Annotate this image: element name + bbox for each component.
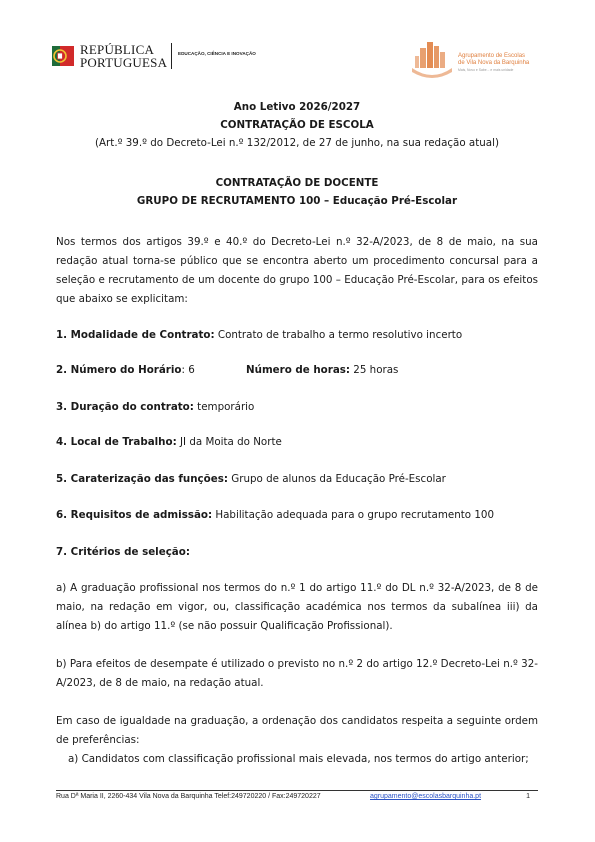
item-hours — [246, 361, 398, 380]
republica-label: REPÚBLICA — [80, 42, 155, 57]
criterion-b: b) Para efeitos de desempate é utilizado o previsto no n.º 2 do artigo 12.º Decreto-Lei n.º 32-A/2023, de 8 de maio, na redação atual. — [56, 658, 538, 689]
agrupamento-logo-icon — [408, 38, 456, 80]
item-requirements-label: 6. Requisitos de admissão: — [56, 509, 213, 521]
item-hours-label: Número de horas: — [246, 364, 351, 376]
tie-break-intro: Em caso de igualdade na graduação, a ordenação dos candidatos respeita a seguinte ordem de preferências: — [56, 715, 538, 746]
item-duration-label: 3. Duração do contrato: — [56, 401, 194, 413]
item-workplace-value: JI da Moita do Norte — [179, 436, 282, 448]
portuguesa-label: PORTUGUESA — [80, 55, 168, 70]
item-contract-type-label: 1. Modalidade de Contrato: — [56, 329, 215, 341]
footer-email-link[interactable]: agrupamento@escolasbarquinha.pt — [370, 793, 482, 800]
item-hours-value: 25 horas — [353, 364, 399, 376]
item-functions-label: 5. Caraterização das funções: — [56, 473, 228, 485]
agrupamento-line2: de Vila Nova da Barquinha — [458, 60, 530, 66]
item-functions-value: Grupo de alunos da Educação Pré-Escolar — [231, 473, 446, 485]
item-workplace — [56, 433, 538, 452]
page-number: 1 — [526, 793, 530, 800]
republica-portuguesa-emblem-icon — [52, 44, 74, 68]
footer-divider — [56, 790, 538, 791]
item-schedule — [56, 361, 538, 380]
item-requirements-value: Habilitação adequada para o grupo recrutamento 100 — [215, 509, 495, 521]
school-year-heading: Ano Letivo 2026/2027 — [233, 101, 361, 113]
contratacao-docente-heading: CONTRATAÇÃO DE DOCENTE — [215, 177, 379, 189]
intro-paragraph: Nos termos dos artigos 39.º e 40.º do Decreto-Lei n.º 32-A/2023, de 8 de maio, na sua redação atual torna-se público que se encontra aberto um procedimento concursal para a seleção e recrutamento de um docente do grupo 100 – Educação Pré-Escolar, para os efeitos que abaixo se explicitam: — [56, 236, 538, 305]
item-requirements — [56, 506, 538, 525]
item-workplace-label: 4. Local de Trabalho: — [56, 436, 177, 448]
item-duration-value: temporário — [197, 401, 255, 413]
agrupamento-motto: Mais, Novo e Sabe... e mais unidade — [458, 68, 514, 72]
agrupamento-line1: Agrupamento de Escolas — [458, 53, 526, 59]
item-duration — [56, 398, 538, 417]
item-contract-type — [56, 326, 538, 345]
page-footer — [56, 793, 538, 805]
tie-break-item-a: a) Candidatos com classificação profissional mais elevada, nos termos do artigo anterior; — [68, 753, 529, 765]
item-contract-type-value: Contrato de trabalho a termo resolutivo incerto — [217, 329, 463, 341]
legal-reference: (Art.º 39.º do Decreto-Lei n.º 132/2012, de 27 de junho, na sua redação atual) — [95, 137, 499, 149]
item-schedule-label: 2. Número do Horário — [56, 364, 182, 376]
republica-portuguesa-wordmark — [80, 43, 167, 69]
ministry-label: EDUCAÇÃO, CIÊNCIA E INOVAÇÃO — [178, 51, 256, 56]
criterion-a: a) A graduação profissional nos termos do n.º 1 do artigo 11.º do DL n.º 32-A/2023, de 8 de maio, na redação em vigor, ou, classificação académica nos termos da subalínea iii) da alínea b) do artigo 11.º (se não possuir Qualificação Profissional). — [56, 582, 538, 632]
page-header — [0, 0, 595, 90]
agrupamento-wordmark — [458, 53, 558, 72]
item-schedule-value: : 6 — [181, 364, 195, 376]
item-functions — [56, 470, 538, 489]
footer-address: Rua Dª Maria II, 2260-434 Vila Nova da Barquinha Telef:249720220 / Fax:249720227 — [56, 793, 321, 800]
recruitment-group-heading: GRUPO DE RECRUTAMENTO 100 – Educação Pré-Escolar — [136, 195, 458, 207]
header-divider — [171, 43, 172, 69]
item-selection-criteria-heading: 7. Critérios de seleção: — [56, 546, 190, 558]
contratacao-escola-heading: CONTRATAÇÃO DE ESCOLA — [220, 119, 374, 131]
